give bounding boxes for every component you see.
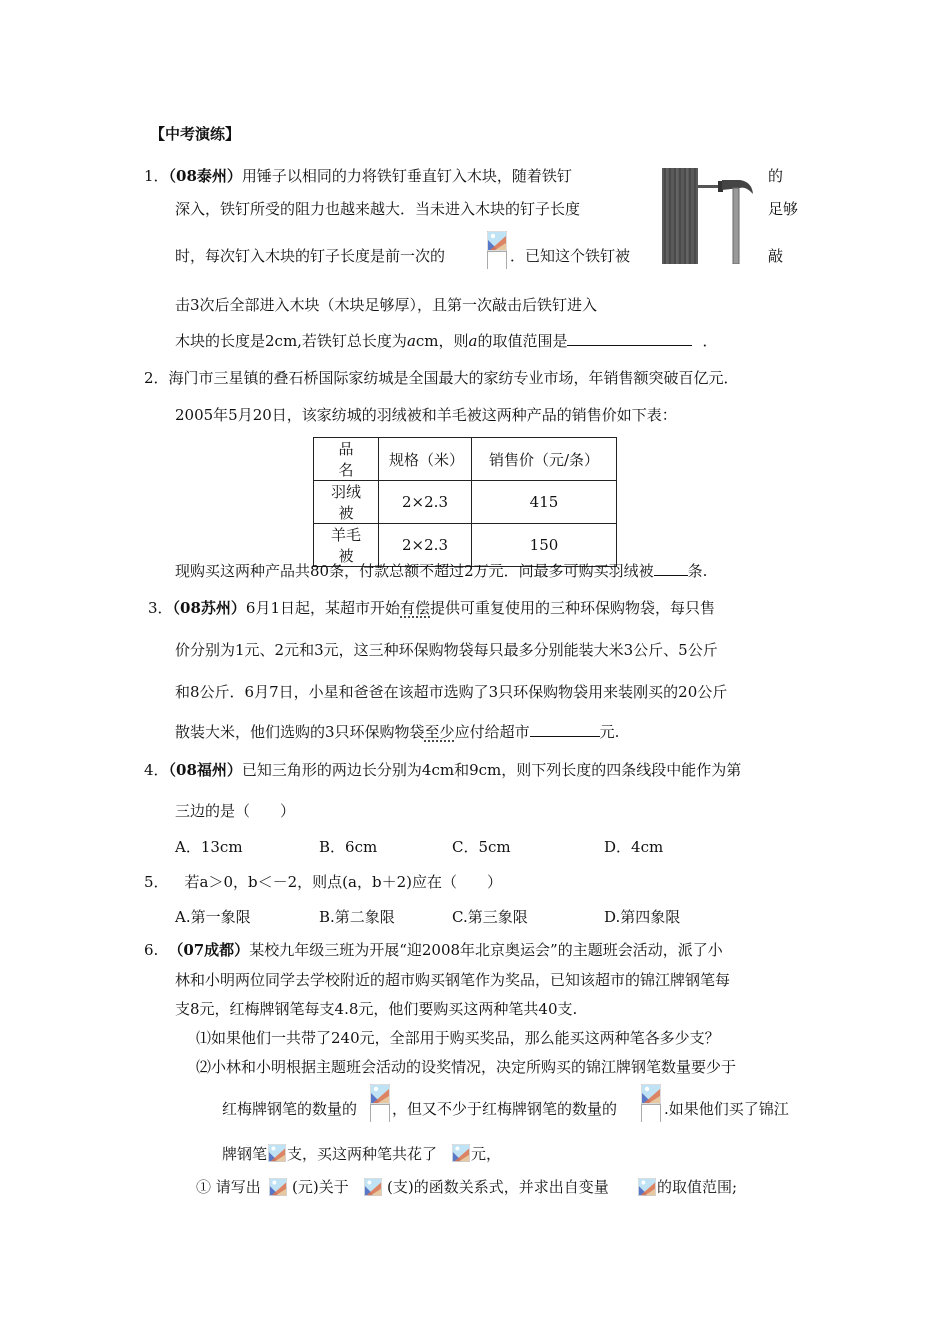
q4-option-d[interactable]: D．4cm — [604, 838, 664, 856]
q6-line1 — [144, 940, 723, 960]
answer-blank[interactable] — [530, 722, 600, 737]
q1-line5 — [175, 331, 718, 351]
q1-line1-end: 的 — [768, 167, 784, 185]
q1-line3a: 时，每次钉入木块的钉子长度是前一次的 — [175, 247, 446, 265]
table-header-cell: 规格（米） — [379, 438, 472, 481]
q4-source: （08福州） — [168, 761, 242, 779]
q3-line4 — [175, 722, 619, 742]
q1-source: （08泰州） — [168, 167, 242, 185]
q5-option-d[interactable]: D.第四象限 — [604, 908, 681, 926]
section-title: 【中考演练】 — [150, 125, 241, 143]
table-cell: 羊毛被 — [314, 524, 379, 567]
table-cell: 2×2.3 — [379, 481, 472, 524]
q1-text-1: 用锤子以相同的力将铁钉垂直钉入木块，随着铁钉 — [241, 167, 572, 185]
answer-blank[interactable] — [567, 331, 692, 346]
q1-line3-end: 敲 — [768, 247, 784, 265]
q5-option-a[interactable]: A.第一象限 — [175, 908, 251, 926]
q3-text-4a: 散装大米，他们选购的3只环保购物袋 — [175, 723, 425, 741]
table-cell: 羽绒被 — [314, 481, 379, 524]
table-header-cell: 销售价（元/条） — [472, 438, 617, 481]
q1-text-5a: 木块的长度是2cm,若铁钉总长度为 — [175, 332, 407, 350]
hammer-nail-illustration — [662, 168, 754, 264]
var-a: a — [468, 332, 478, 350]
q6-number: 6. — [144, 941, 159, 959]
q3-text-4-end: 元. — [599, 723, 620, 741]
q6-part2-line3a: 牌钢笔 — [222, 1145, 268, 1163]
q6-line3: 支8元，红梅牌钢笔每支4.8元，他们要购买这两种笔共40支. — [175, 1000, 578, 1018]
q2-line2: 2005年5月20日，该家纺城的羽绒被和羊毛被这两种产品的销售价如下表： — [175, 406, 677, 424]
table-header-row — [314, 438, 617, 481]
table-header-cell: 品 名 — [314, 438, 379, 481]
q5-option-b[interactable]: B.第二象限 — [319, 908, 395, 926]
q3-source: （08苏州） — [172, 599, 246, 617]
q1-number: 1． — [144, 167, 169, 185]
q6-sub1-a: ① 请写出 — [196, 1178, 261, 1196]
variable-image-icon — [638, 1178, 656, 1196]
q3-line1 — [148, 598, 715, 618]
q2-line1 — [144, 368, 739, 388]
q6-part2-line3c: 元， — [471, 1145, 502, 1163]
q4-option-a[interactable]: A．13cm — [175, 838, 243, 856]
q6-sub1-b: (元)关于 — [292, 1178, 349, 1196]
q1-line1 — [144, 166, 572, 186]
table-cell: 415 — [472, 481, 617, 524]
variable-image-icon — [268, 1144, 286, 1162]
q3-text-1b: 提供可重复使用的三种环保购物袋，每只售 — [430, 599, 716, 617]
q6-sub1-d: 的取值范围; — [657, 1178, 738, 1196]
emphasis-text: 有偿 — [400, 599, 431, 617]
q3-text-1a: 6月1日起，某超市开始 — [245, 599, 401, 617]
q2-number: 2． — [144, 369, 169, 387]
q6-line2: 林和小明两位同学去学校附近的超市购买钢笔作为奖品，已知该超市的锦江牌钢笔每 — [175, 971, 731, 989]
q5-number: 5． — [144, 873, 169, 891]
q5-text-1: 若a＞0，b＜－2，则点(a，b＋2)应在（ ） — [184, 873, 502, 891]
q3-text-4b: 应付给超市 — [454, 723, 530, 741]
q6-part2: ⑵小林和小明根据主题班会活动的设奖情况，决定所购买的锦江牌钢笔数量要少于 — [196, 1058, 737, 1076]
emphasis-text: 至少 — [424, 723, 455, 741]
q1-line3b: ．已知这个铁钉被 — [510, 247, 631, 265]
table-row — [314, 481, 617, 524]
q4-option-b[interactable]: B．6cm — [319, 838, 378, 856]
fraction-image-icon — [370, 1084, 390, 1122]
price-table — [313, 437, 617, 567]
variable-image-icon — [452, 1144, 470, 1162]
q3-line2: 价分别为1元、2元和3元，这三种环保购物袋每只最多分别能装大米3公斤、5公斤 — [175, 641, 718, 659]
q4-text-1: 已知三角形的两边长分别为4cm和9cm，则下列长度的四条线段中能作为第 — [241, 761, 742, 779]
q3-line3: 和8公斤．6月7日，小星和爸爸在该超市选购了3只环保购物袋用来装刚买的20公斤 — [175, 683, 728, 701]
q5-option-c[interactable]: C.第三象限 — [452, 908, 528, 926]
q2-text-3b: 条. — [687, 562, 708, 580]
q6-sub1-c: (支)的函数关系式，并求出自变量 — [387, 1178, 609, 1196]
q6-part2-line3b: 支，买这两种笔共花了 — [287, 1145, 438, 1163]
q6-text-1: 某校九年级三班为开展“迎2008年北京奥运会”的主题班会活动，派了小 — [249, 941, 723, 959]
q6-part2-line2c: .如果他们买了锦江 — [664, 1100, 789, 1118]
q6-part2-line2b: ，但又不少于红梅牌钢笔的数量的 — [392, 1100, 618, 1118]
q1-line4: 击3次后全部进入木块（木块足够厚），且第一次敲击后铁钉进入 — [175, 296, 598, 314]
q2-text-1: 海门市三星镇的叠石桥国际家纺城是全国最大的家纺专业市场，年销售额突破百亿元． — [168, 369, 739, 387]
q4-line2: 三边的是（ ） — [175, 802, 296, 820]
q4-number: 4． — [144, 761, 169, 779]
q2-text-3a: 现购买这两种产品共80条，付款总额不超过2万元．问最多可购买羽绒被 — [175, 562, 654, 580]
q1-line2-end: 足够 — [768, 200, 799, 218]
q1-text-5b: cm，则 — [415, 332, 469, 350]
q6-source: （07成都） — [168, 941, 250, 959]
q6-part2-line2a: 红梅牌钢笔的数量的 — [222, 1100, 358, 1118]
q3-number: 3． — [148, 599, 173, 617]
q4-line1 — [144, 760, 741, 780]
q4-option-c[interactable]: C．5cm — [452, 838, 511, 856]
table-cell: 150 — [472, 524, 617, 567]
q1-line2: 深入，铁钉所受的阻力也越来越大．当未进入木块的钉子长度 — [175, 200, 581, 218]
table-cell: 2×2.3 — [379, 524, 472, 567]
q1-text-5-end: ． — [702, 332, 718, 350]
variable-image-icon — [364, 1178, 382, 1196]
q1-text-5c: 的取值范围是 — [477, 332, 568, 350]
answer-blank[interactable] — [654, 561, 688, 576]
fraction-image-icon — [641, 1084, 661, 1122]
var-a: a — [406, 332, 416, 350]
q2-line3 — [175, 561, 707, 581]
variable-image-icon — [269, 1178, 287, 1196]
fraction-image-icon — [487, 231, 507, 269]
q5-line1 — [144, 872, 502, 892]
q6-part1: ⑴如果他们一共带了240元，全部用于购买奖品，那么能买这两种笔各多少支？ — [196, 1029, 720, 1047]
